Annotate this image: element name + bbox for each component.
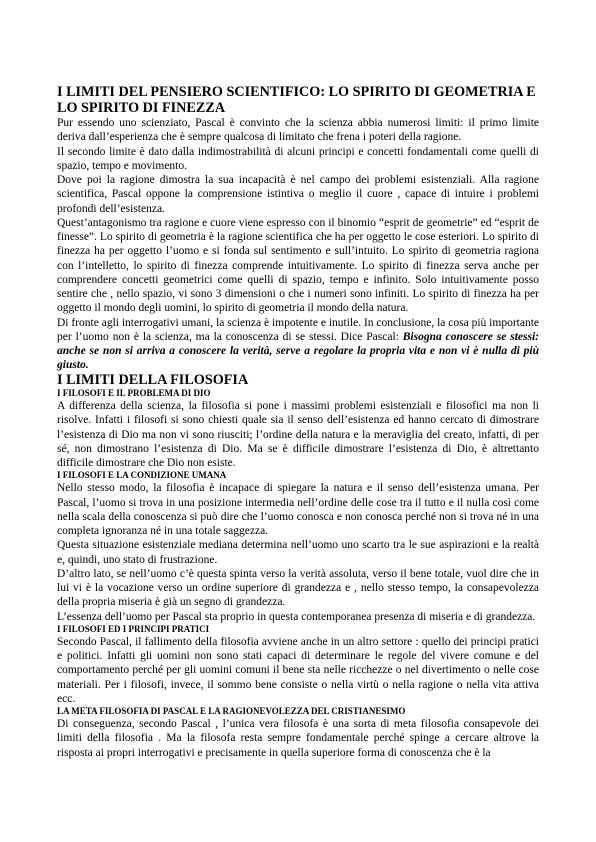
paragraph: D’altro lato, se nell’uomo c’è questa spinta verso la verità assoluta, verso il bene totale, vuol dire che in lui vi è la vocazione verso un ordine superiore di grandezza e , nello stesso tempo, la consapevolezza della propria miseria è già un segno di grandezza.: [57, 567, 539, 609]
subsection-heading: I FILOSOFI ED I PRINCIPI PRATICI: [57, 623, 210, 634]
subsection-heading: I FILOSOFI E IL PROBLEMA DI DIO: [57, 388, 211, 398]
paragraph: Pur essendo uno scienziato, Pascal è convinto che la scienza abbia numerosi limiti: il primo limite deriva dall’esperienza che è sempre qualcosa di limitato che frena i poteri della ragione.: [57, 117, 539, 144]
subsection-heading: LA META FILOSOFIA DI PASCAL E LA RAGIONEVOLEZZA DEL CRISTIANESIMO: [57, 706, 406, 716]
paragraph: Secondo Pascal, il fallimento della filosofia avviene anche in un altro settore : quello dei principi pratici e politici. Infatti gli uomini non sono stati capaci di determinare le regole del vivere comune e del comportamento perché per gli uomini comuni il bene sta nelle ricchezze o nel divertimento o nelle cose materiali. Per i filosofi, invece, il sommo bene consiste o nella virtù o nella ragione o nella vita attiva ecc.: [57, 635, 539, 705]
paragraph: L’essenza dell’uomo per Pascal sta proprio in questa contemporanea presenza di miseria e di grandezza.: [57, 610, 536, 623]
paragraph: Dove poi la ragione dimostra la sua incapacità è nel campo dei problemi esistenziali. Alla ragione scientifica, Pascal oppone la comprensione istintiva o meglio il cuore , capace di intuire i problemi profondi dell’esistenza.: [57, 174, 539, 215]
paragraph: Nello stesso modo, la filosofia è incapace di spiegare la natura e il senso dell’esistenza umana. Per Pascal, l’uomo si trova in una posizione intermedia nell’ordine delle cose tra il tutto e il nulla così come nella scala della conoscenza si può dire che l’uomo conosca e non conosca perché non si trova né in una completa ignoranza né in una totale saggezza.: [57, 482, 539, 537]
paragraph: Questa situazione esistenziale mediana determina nell’uomo uno scarto tra le sue aspirazioni e la realtà e, quindi, uno stato di frustrazione.: [57, 539, 539, 566]
paragraph: A differenza della scienza, la filosofia si pone i massimi problemi esistenziali e filosofici ma non li risolve. Infatti i filosofi si sono chiesti quale sia il senso dell’esistenza ed hanno cercato di dimostrare l’esistenza di Dio ma non vi sono riusciti; l’ordine della natura e la meraviglia del creato, infatti, di per sé, non dimostrano l’esistenza di Dio. Ma se è difficile dimostrare l’esistenza di Dio, è altrettanto difficile dimostrare che Dio non esiste.: [57, 400, 539, 469]
pascal-quote: Bisogna conoscere se stessi: anche se non si arriva a conoscere la verità, serve a regolare la propria vita e non vi è nulla di più giusto.: [57, 330, 539, 372]
subsection-heading: I FILOSOFI E LA CONDIZIONE UMANA: [57, 470, 227, 481]
paragraph-conclusion: [57, 316, 539, 373]
document-page: [57, 85, 539, 760]
paragraph: Il secondo limite è dato dalla indimostrabilità di alcuni principi e concetti fondamentali come quelli di spazio, tempo e movimento.: [57, 145, 539, 172]
page-title: I LIMITI DEL PENSIERO SCIENTIFICO: LO SPIRITO DI GEOMETRIA E LO SPIRITO DI FINEZZA: [57, 84, 536, 116]
paragraph: Quest’antagonismo tra ragione e cuore viene espresso con il binomio “esprit de geometrie” ed “esprit de finesse”. Lo spirito di geometria è la ragione scientifica che ha per oggetto le cose esteriori. Lo spirito di finezza ha per oggetto l’uomo e si fonda sul sentimento e sull’intuito. Lo spirito di geometria ragiona con l’intelletto, lo spirito di finezza comprende intuitivamente. Lo spirito di finezza serva anche per comprendere concetti geometrici come quelli di spazio, tempo e infinito. Solo intuitivamente posso sentire che , nello spazio, vi sono 3 dimensioni o che i numeri sono infiniti. Lo spirito di finezza ha per oggetto il mondo degli uomini, lo spirito di geometria il mondo della natura.: [57, 216, 539, 315]
section-heading: I LIMITI DELLA FILOSOFIA: [57, 371, 249, 388]
paragraph: Di conseguenza, secondo Pascal , l’unica vera filosofa è una sorta di meta filosofia consapevole dei limiti della filosofia . Ma la filosofa resta sempre fondamentale perché spinge a cercare altrove la risposta ai propri interrogativi e precisamente in quella superiore forma di conoscenza che è la: [57, 718, 539, 759]
paragraph-text: Di fronte agli interrogativi umani, la scienza è impotente e inutile. In conclusione, la cosa più importante per l’uomo non è la scienza, ma la conoscenza di se stessi. Dice Pascal:: [57, 316, 539, 343]
